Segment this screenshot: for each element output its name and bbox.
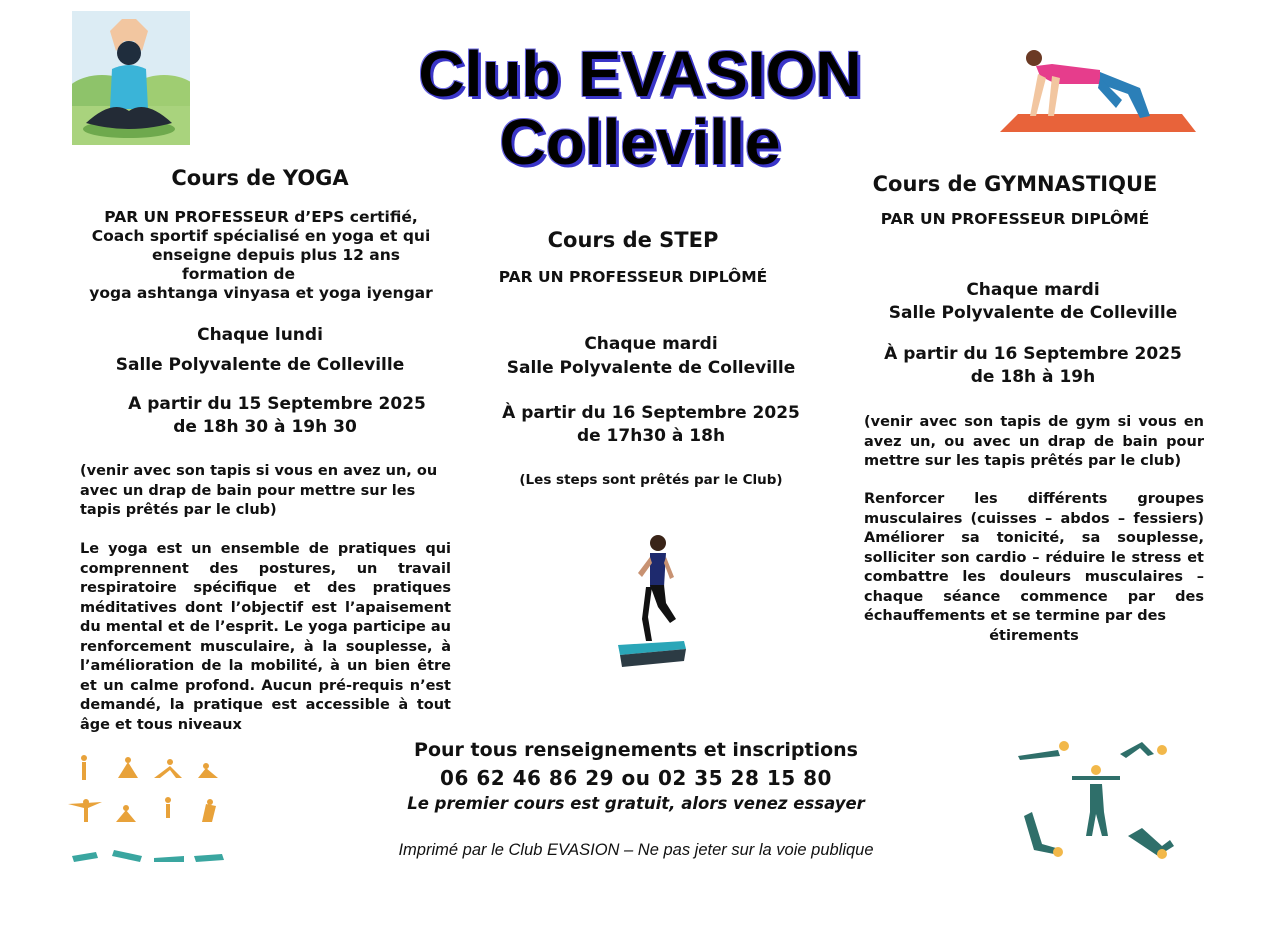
step-start-date: À partir du 16 Septembre 2025	[502, 403, 800, 423]
step-heading: Cours de STEP	[547, 228, 719, 252]
gym-exercises-illustration	[1012, 736, 1180, 866]
step-day: Chaque mardi	[584, 334, 718, 354]
yoga-note: (venir avec son tapis si vous en avez un, ou avec un drap de bain pour mettre sur les tapis prêtés par le club)	[80, 463, 438, 518]
contact-heading: Pour tous renseignements et inscriptions	[414, 739, 858, 761]
yoga-description: Le yoga est un ensemble de pratiques qui comprennent des postures, un travail respiratoire spécifique et des pratiques méditatives dont l’objectif est l’apaisement du mental et de l’esprit. Le yoga participe au renforcement musculaire, à la souplesse, à l’amélioration de la mobilité, à un bien être et un calme profond. Aucun pré-requis n’est demandé, la pratique est accessible à tout âge et tous niveaux	[80, 541, 451, 733]
step-teacher: PAR UN PROFESSEUR DIPLÔMÉ	[498, 268, 768, 286]
title-line-1: Club EVASION	[418, 38, 862, 110]
page-title	[330, 40, 950, 176]
yoga-place: Salle Polyvalente de Colleville	[115, 355, 405, 375]
free-trial-note: Le premier cours est gratuit, alors venez essayer	[407, 794, 865, 813]
yoga-heading: Cours de YOGA	[171, 166, 349, 190]
yoga-day: Chaque lundi	[197, 325, 323, 345]
yoga-hours: de 18h 30 à 19h 30	[173, 417, 357, 437]
gym-teacher: PAR UN PROFESSEUR DIPLÔMÉ	[880, 210, 1150, 228]
gym-description-body: Renforcer les différents groupes musculaires (cuisses – abdos – fessiers) Améliorer sa tonicité, sa souplesse, solliciter son cardio – réduire le stress et combattre les douleurs musculaires – chaque séance commence par des échauffements et se termine par des	[864, 491, 1204, 624]
gym-place: Salle Polyvalente de Colleville	[888, 303, 1178, 323]
step-place: Salle Polyvalente de Colleville	[506, 358, 796, 378]
yoga-teacher-line: formation de	[181, 265, 296, 283]
printed-by-notice: Imprimé par le Club EVASION – Ne pas jeter sur la voie publique	[398, 841, 874, 859]
gym-note: (venir avec son tapis de gym si vous en avez un, ou avec un drap de bain pour mettre sur les tapis prêtés par le club)	[864, 414, 1204, 469]
yoga-teacher	[78, 208, 444, 303]
gym-description	[864, 490, 1204, 646]
gym-start-date: À partir du 16 Septembre 2025	[884, 344, 1182, 364]
step-note: (Les steps sont prêtés par le Club)	[519, 472, 783, 488]
gym-heading: Cours de GYMNASTIQUE	[872, 172, 1158, 196]
yoga-teacher-line: Coach sportif spécialisé en yoga et qui	[91, 227, 431, 245]
yoga-teacher-line: PAR UN PROFESSEUR d’EPS certifié,	[104, 208, 418, 226]
gym-day: Chaque mardi	[966, 280, 1100, 300]
yoga-teacher-line: yoga ashtanga vinyasa et yoga iyengar	[89, 284, 433, 302]
gym-description-last: étirements	[989, 627, 1079, 644]
plank-exercise-illustration	[1000, 44, 1196, 136]
step-exercise-illustration	[608, 533, 688, 669]
title-line-2: Colleville	[499, 106, 781, 178]
gym-hours: de 18h à 19h	[970, 367, 1096, 387]
yoga-poses-illustration	[66, 752, 228, 872]
step-hours: de 17h30 à 18h	[576, 426, 726, 446]
yoga-teacher-line: enseigne depuis plus 12 ans	[151, 246, 401, 264]
meditation-illustration	[72, 11, 190, 145]
yoga-start-date: A partir du 15 Septembre 2025	[128, 394, 426, 414]
contact-phones: 06 62 46 86 29 ou 02 35 28 15 80	[440, 766, 832, 790]
